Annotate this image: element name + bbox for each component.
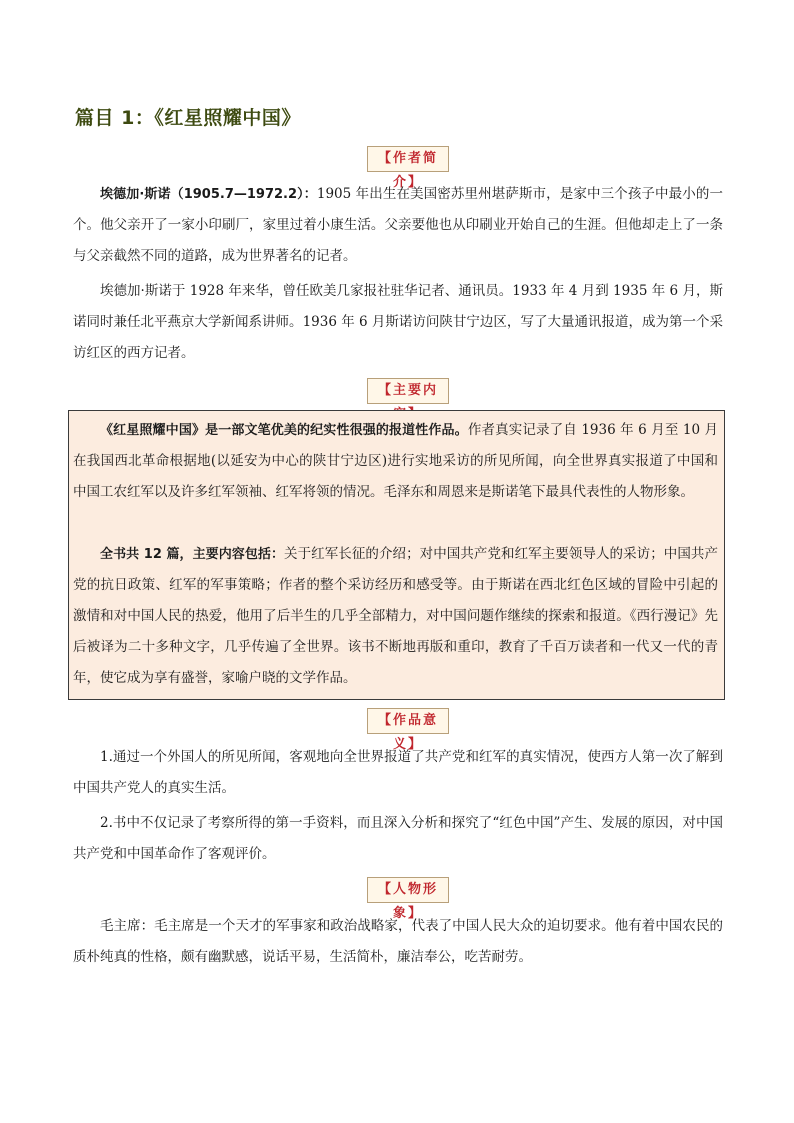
author-paragraph-2: 埃德加·斯诺于 1928 年来华，曾任欧美几家报社驻华记者、通讯员。1933 年 4 月到 1935 年 6 月，斯诺同时兼任北平燕京大学新闻系讲师。1936 年 6 月斯诺访问陕甘宁边区，写了大量通讯报道，成为第一个采访红区的西方记者。: [73, 283, 723, 361]
section-tag-author: 【作者简介】: [367, 146, 449, 172]
section-tag-significance: 【作品意义】: [367, 708, 449, 734]
significance-item-2: 2.书中不仅记录了考察所得的第一手资料，而且深入分析和探究了“红色中国”产生、发展的原因，对中国共产党和中国革命作了客观评价。: [73, 815, 723, 862]
content-summary-lead: 全书共 12 篇，主要内容包括：: [100, 547, 285, 562]
content-text-1: 作者真实记录了自 1936 年 6 月至 10 月在我国西北革命根据地(以延安为中心的陕甘宁边区)进行实地采访的所见所闻，向全世界真实报道了中国和中国工农红军以及许多红军领袖、红军将领的情况。毛泽东和周恩来是斯诺笔下最具代表性的人物形象。: [73, 422, 718, 500]
significance-item-1: 1.通过一个外国人的所见所闻，客观地向全世界报道了共产党和红军的真实情况，使西方人第一次了解到中国共产党人的真实生活。: [73, 749, 723, 796]
content-box: [68, 410, 725, 700]
page-title: 篇目 1：《红星照耀中国》: [75, 107, 301, 129]
author-bio-text: 1905 年出生在美国密苏里州堪萨斯市，是家中三个孩子中最小的一个。他父亲开了一家小印刷厂，家里过着小康生活。父亲要他也从印刷业开始自己的生涯。但他却走上了一条与父亲截然不同的道路，成为世界著名的记者。: [73, 186, 723, 264]
content-paragraph-1: [73, 415, 718, 508]
content-text-2: 关于红军长征的介绍；对中国共产党和红军主要领导人的采访；中国共产党的抗日政策、红军的军事策略；作者的整个采访经历和感受等。由于斯诺在西北红色区域的冒险中引起的激情和对中国人民的热爱，他用了后半生的几乎全部精力，对中国问题作继续的探索和报道。《西行漫记》先后被译为二十多种文字，几乎传遍了全世界。该书不断地再版和重印，教育了千百万读者和一代又一代的青年，使它成为享有盛誉，家喻户晓的文学作品。: [73, 546, 718, 686]
author-name: 埃德加·斯诺（1905.7—1972.2）：: [100, 187, 317, 202]
content-paragraph-2: [73, 539, 718, 694]
section-tag-content: 【主要内: [367, 378, 449, 404]
section-tag-characters: 【人物形象】: [367, 877, 449, 903]
content-lead: 《红星照耀中国》是一部文笔优美的纪实性很强的报道性作品。: [100, 423, 468, 438]
character-mao: 毛主席：毛主席是一个天才的军事家和政治战略家，代表了中国人民大众的迫切要求。他有着中国农民的质朴纯真的性格，颇有幽默感，说话平易，生活简朴，廉洁奉公，吃苦耐劳。: [73, 918, 723, 965]
author-paragraph-1: [73, 179, 723, 272]
